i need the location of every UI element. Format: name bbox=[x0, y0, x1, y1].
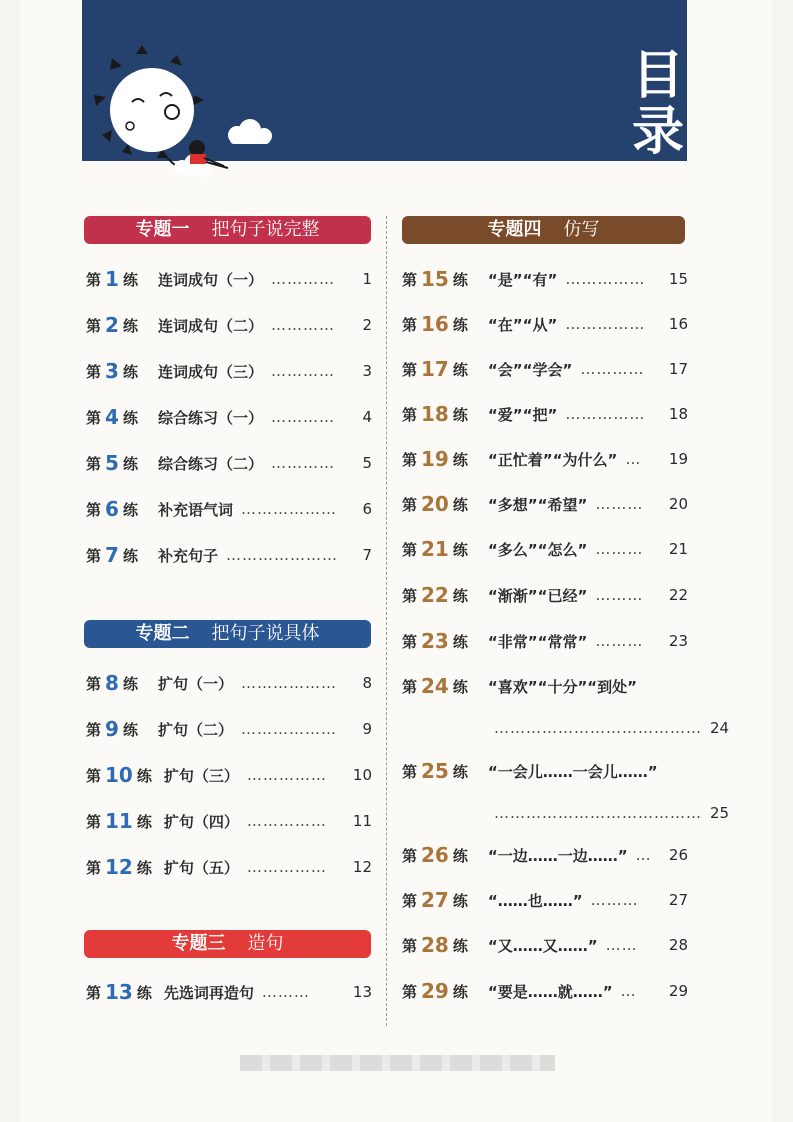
entry-prefix: 第 bbox=[402, 936, 418, 955]
entry-prefix: 第 bbox=[402, 586, 418, 605]
entry-page: 15 bbox=[668, 270, 688, 288]
toc-entry-9[interactable] bbox=[86, 716, 372, 742]
entry-page: 27 bbox=[668, 891, 688, 909]
toc-entry-21[interactable] bbox=[402, 536, 688, 562]
topic3-name: 造句 bbox=[247, 933, 284, 954]
leader-dots: …………… bbox=[565, 405, 646, 423]
entry-suffix: 练 bbox=[452, 762, 468, 781]
entry-prefix: 第 bbox=[402, 982, 418, 1001]
entry-suffix: 练 bbox=[122, 546, 138, 565]
leader-dots: ………… bbox=[270, 316, 335, 334]
entry-title: 扩句（五） bbox=[163, 858, 239, 877]
entry-prefix: 第 bbox=[402, 891, 418, 910]
entry-page: 5 bbox=[362, 454, 372, 472]
leader-dots: ………………………………… bbox=[494, 804, 702, 822]
entry-page: 6 bbox=[362, 500, 372, 518]
toc-entry-4[interactable] bbox=[86, 404, 372, 430]
leader-dots: ………………… bbox=[225, 546, 338, 564]
toc-entry-12[interactable] bbox=[86, 854, 372, 880]
entry-prefix: 第 bbox=[86, 812, 102, 831]
title-char-2: 录 bbox=[631, 102, 684, 162]
leader-dots: ………… bbox=[270, 362, 335, 380]
entry-prefix: 第 bbox=[86, 858, 102, 877]
entry-suffix: 练 bbox=[136, 983, 152, 1002]
entry-number: 9 bbox=[105, 717, 119, 741]
entry-page: 23 bbox=[668, 632, 688, 650]
entry-suffix: 练 bbox=[122, 674, 138, 693]
topic1-name: 把句子说完整 bbox=[211, 219, 320, 240]
entry-suffix: 练 bbox=[136, 858, 152, 877]
entry-page: 12 bbox=[352, 858, 372, 876]
entry-title: 综合练习（一） bbox=[157, 408, 263, 427]
toc-entry-13[interactable] bbox=[86, 979, 372, 1005]
entry-page: 3 bbox=[362, 362, 372, 380]
entry-page: 24 bbox=[710, 719, 730, 737]
entry-number: 12 bbox=[105, 855, 133, 879]
entry-page: 13 bbox=[352, 983, 372, 1001]
toc-entry-18[interactable] bbox=[402, 401, 688, 427]
entry-number: 17 bbox=[421, 357, 449, 381]
entry-page: 17 bbox=[668, 360, 688, 378]
entry-page: 2 bbox=[362, 316, 372, 334]
entry-number: 18 bbox=[421, 402, 449, 426]
column-divider bbox=[386, 216, 387, 1026]
leader-dots: ………… bbox=[270, 270, 335, 288]
entry-number: 5 bbox=[105, 451, 119, 475]
entry-prefix: 第 bbox=[86, 500, 102, 519]
toc-entry-28[interactable] bbox=[402, 932, 688, 958]
entry-page: 16 bbox=[668, 315, 688, 333]
entry-title: “在”“从” bbox=[487, 315, 558, 334]
leader-dots: …………… bbox=[246, 858, 327, 876]
toc-entry-2[interactable] bbox=[86, 312, 372, 338]
leader-dots: …… bbox=[605, 936, 638, 954]
entry-title: 先选词再造句 bbox=[163, 983, 254, 1002]
entry-title: 连词成句（三） bbox=[157, 362, 263, 381]
toc-entry-7[interactable] bbox=[86, 542, 372, 568]
entry-title: 连词成句（二） bbox=[157, 316, 263, 335]
leader-dots: ……… bbox=[595, 540, 644, 558]
entry-number: 20 bbox=[421, 492, 449, 516]
entry-title: 补充句子 bbox=[157, 546, 218, 565]
entry-prefix: 第 bbox=[86, 766, 102, 785]
leader-dots: …………… bbox=[246, 812, 327, 830]
leader-dots: ……………… bbox=[240, 674, 337, 692]
entry-prefix: 第 bbox=[402, 495, 418, 514]
topic3-header bbox=[84, 930, 371, 958]
leader-dots: ………… bbox=[270, 454, 335, 472]
entry-title: “又……又……” bbox=[487, 936, 598, 955]
entry-number: 1 bbox=[105, 267, 119, 291]
entry-prefix: 第 bbox=[402, 315, 418, 334]
entry-page: 11 bbox=[352, 812, 372, 830]
entry-suffix: 练 bbox=[122, 408, 138, 427]
entry-suffix: 练 bbox=[452, 677, 468, 696]
toc-entry-10[interactable] bbox=[86, 762, 372, 788]
entry-number: 21 bbox=[421, 537, 449, 561]
entry-prefix: 第 bbox=[402, 762, 418, 781]
entry-number: 24 bbox=[421, 674, 449, 698]
page-title bbox=[628, 48, 688, 160]
toc-entry-24-continuation[interactable] bbox=[494, 715, 730, 741]
entry-number: 28 bbox=[421, 933, 449, 957]
entry-prefix: 第 bbox=[402, 632, 418, 651]
entry-number: 11 bbox=[105, 809, 133, 833]
entry-title: “会”“学会” bbox=[487, 360, 573, 379]
entry-number: 26 bbox=[421, 843, 449, 867]
entry-page: 19 bbox=[668, 450, 688, 468]
entry-number: 2 bbox=[105, 313, 119, 337]
entry-prefix: 第 bbox=[402, 677, 418, 696]
topic2-label: 专题二 bbox=[135, 623, 190, 644]
entry-suffix: 练 bbox=[122, 720, 138, 739]
entry-title: “正忙着”“为什么” bbox=[487, 450, 618, 469]
entry-page: 26 bbox=[668, 846, 688, 864]
toc-entry-26[interactable] bbox=[402, 842, 688, 868]
leader-dots: …………… bbox=[246, 766, 327, 784]
topic1-header bbox=[84, 216, 371, 244]
entry-number: 19 bbox=[421, 447, 449, 471]
toc-entry-16[interactable] bbox=[402, 311, 688, 337]
leader-dots: ………………………………… bbox=[494, 719, 702, 737]
entry-title: “喜欢”“十分”“到处” bbox=[487, 677, 638, 696]
entry-title: “爱”“把” bbox=[487, 405, 558, 424]
toc-entry-3[interactable] bbox=[86, 358, 372, 384]
entry-title: “……也……” bbox=[487, 891, 583, 910]
entry-title: “非常”“常常” bbox=[487, 632, 588, 651]
leader-dots: … bbox=[625, 450, 642, 468]
entry-suffix: 练 bbox=[452, 891, 468, 910]
entry-suffix: 练 bbox=[452, 315, 468, 334]
entry-page: 25 bbox=[710, 804, 730, 822]
entry-page: 29 bbox=[668, 982, 688, 1000]
leader-dots: …………… bbox=[565, 270, 646, 288]
entry-number: 10 bbox=[105, 763, 133, 787]
entry-number: 3 bbox=[105, 359, 119, 383]
toc-entry-6[interactable] bbox=[86, 496, 372, 522]
entry-number: 23 bbox=[421, 629, 449, 653]
entry-title: “多么”“怎么” bbox=[487, 540, 588, 559]
toc-entry-11[interactable] bbox=[86, 808, 372, 834]
entry-page: 18 bbox=[668, 405, 688, 423]
entry-title: 连词成句（一） bbox=[157, 270, 263, 289]
entry-suffix: 练 bbox=[452, 586, 468, 605]
entry-title: “多想”“希望” bbox=[487, 495, 588, 514]
entry-suffix: 练 bbox=[122, 316, 138, 335]
entry-suffix: 练 bbox=[452, 936, 468, 955]
entry-prefix: 第 bbox=[402, 846, 418, 865]
topic1-label: 专题一 bbox=[135, 219, 190, 240]
entry-prefix: 第 bbox=[86, 720, 102, 739]
entry-suffix: 练 bbox=[452, 360, 468, 379]
toc-entry-22[interactable] bbox=[402, 582, 688, 608]
topic4-header bbox=[402, 216, 685, 244]
leader-dots: ……………… bbox=[240, 720, 337, 738]
topic3-label: 专题三 bbox=[171, 933, 226, 954]
entry-number: 8 bbox=[105, 671, 119, 695]
entry-suffix: 练 bbox=[452, 632, 468, 651]
entry-suffix: 练 bbox=[452, 540, 468, 559]
entry-suffix: 练 bbox=[452, 270, 468, 289]
entry-page: 20 bbox=[668, 495, 688, 513]
entry-prefix: 第 bbox=[402, 450, 418, 469]
leader-dots: ……… bbox=[595, 586, 644, 604]
entry-prefix: 第 bbox=[86, 408, 102, 427]
entry-suffix: 练 bbox=[452, 982, 468, 1001]
entry-title: 补充语气词 bbox=[157, 500, 233, 519]
leader-dots: ……… bbox=[261, 983, 310, 1001]
leader-dots: ………… bbox=[270, 408, 335, 426]
entry-title: 扩句（三） bbox=[163, 766, 239, 785]
leader-dots: ……… bbox=[595, 632, 644, 650]
entry-number: 22 bbox=[421, 583, 449, 607]
entry-prefix: 第 bbox=[402, 540, 418, 559]
leader-dots: … bbox=[635, 846, 652, 864]
entry-suffix: 练 bbox=[122, 454, 138, 473]
entry-suffix: 练 bbox=[136, 812, 152, 831]
topic2-header bbox=[84, 620, 371, 648]
toc-entry-27[interactable] bbox=[402, 887, 688, 913]
entry-suffix: 练 bbox=[122, 270, 138, 289]
leader-dots: ……………… bbox=[240, 500, 337, 518]
toc-entry-29[interactable] bbox=[402, 978, 688, 1004]
entry-prefix: 第 bbox=[402, 360, 418, 379]
entry-title: “一边……一边……” bbox=[487, 846, 628, 865]
entry-title: 扩句（四） bbox=[163, 812, 239, 831]
entry-page: 1 bbox=[362, 270, 372, 288]
entry-page: 21 bbox=[668, 540, 688, 558]
entry-title: “一会儿……一会儿……” bbox=[487, 762, 658, 781]
topic2-name: 把句子说具体 bbox=[211, 623, 320, 644]
entry-page: 9 bbox=[362, 720, 372, 738]
entry-prefix: 第 bbox=[86, 454, 102, 473]
topic4-name: 仿写 bbox=[563, 219, 600, 240]
entry-title: 扩句（一） bbox=[157, 674, 233, 693]
entry-page: 8 bbox=[362, 674, 372, 692]
toc-entry-15[interactable] bbox=[402, 266, 688, 292]
entry-prefix: 第 bbox=[402, 270, 418, 289]
toc-entry-24[interactable] bbox=[402, 673, 688, 699]
leader-dots: ……… bbox=[595, 495, 644, 513]
entry-title: “是”“有” bbox=[487, 270, 558, 289]
entry-number: 7 bbox=[105, 543, 119, 567]
entry-number: 6 bbox=[105, 497, 119, 521]
entry-prefix: 第 bbox=[86, 362, 102, 381]
toc-entry-23[interactable] bbox=[402, 628, 688, 654]
entry-suffix: 练 bbox=[122, 362, 138, 381]
leader-dots: ……… bbox=[590, 891, 639, 909]
entry-prefix: 第 bbox=[86, 983, 102, 1002]
entry-number: 16 bbox=[421, 312, 449, 336]
entry-suffix: 练 bbox=[122, 500, 138, 519]
entry-suffix: 练 bbox=[452, 450, 468, 469]
toc-entry-20[interactable] bbox=[402, 491, 688, 517]
entry-number: 15 bbox=[421, 267, 449, 291]
entry-prefix: 第 bbox=[86, 546, 102, 565]
entry-suffix: 练 bbox=[452, 405, 468, 424]
leader-dots: … bbox=[620, 982, 637, 1000]
entry-number: 4 bbox=[105, 405, 119, 429]
entry-suffix: 练 bbox=[136, 766, 152, 785]
entry-page: 28 bbox=[668, 936, 688, 954]
entry-number: 25 bbox=[421, 759, 449, 783]
entry-prefix: 第 bbox=[86, 316, 102, 335]
entry-page: 7 bbox=[362, 546, 372, 564]
entry-title: 扩句（二） bbox=[157, 720, 233, 739]
entry-prefix: 第 bbox=[86, 270, 102, 289]
toc-entry-8[interactable] bbox=[86, 670, 372, 696]
entry-number: 27 bbox=[421, 888, 449, 912]
entry-title: “要是……就……” bbox=[487, 982, 613, 1001]
entry-page: 22 bbox=[668, 586, 688, 604]
entry-prefix: 第 bbox=[402, 405, 418, 424]
toc-entry-19[interactable] bbox=[402, 446, 688, 472]
entry-title: “渐渐”“已经” bbox=[487, 586, 588, 605]
entry-suffix: 练 bbox=[452, 846, 468, 865]
entry-page: 10 bbox=[352, 766, 372, 784]
entry-number: 29 bbox=[421, 979, 449, 1003]
entry-page: 4 bbox=[362, 408, 372, 426]
entry-title: 综合练习（二） bbox=[157, 454, 263, 473]
leader-dots: ………… bbox=[580, 360, 645, 378]
entry-number: 13 bbox=[105, 980, 133, 1004]
toc-entry-5[interactable] bbox=[86, 450, 372, 476]
entry-prefix: 第 bbox=[86, 674, 102, 693]
leader-dots: …………… bbox=[565, 315, 646, 333]
entry-suffix: 练 bbox=[452, 495, 468, 514]
toc-entry-17[interactable] bbox=[402, 356, 688, 382]
sun-mascot-illustration bbox=[82, 40, 282, 190]
title-char-1: 目 bbox=[631, 46, 684, 106]
toc-entry-25[interactable] bbox=[402, 758, 688, 784]
toc-entry-1[interactable] bbox=[86, 266, 372, 292]
topic4-label: 专题四 bbox=[487, 219, 542, 240]
blurred-footer-strip bbox=[240, 1055, 555, 1071]
toc-entry-25-continuation[interactable] bbox=[494, 800, 730, 826]
